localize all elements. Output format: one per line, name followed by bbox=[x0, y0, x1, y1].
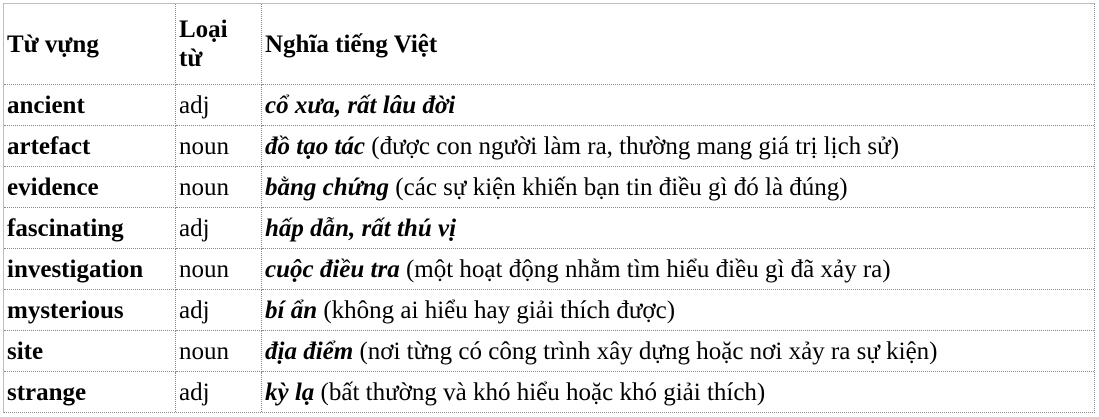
cell-meaning bbox=[262, 85, 1094, 126]
meaning-main: đồ tạo tác bbox=[265, 132, 365, 160]
meaning-note: (một hoạt động nhằm tìm hiểu điều gì đã xảy ra) bbox=[399, 255, 891, 283]
table-header-row bbox=[4, 4, 1094, 85]
cell-word: site bbox=[4, 331, 176, 372]
meaning-note: (được con người làm ra, thường mang giá trị lịch sử) bbox=[365, 132, 900, 160]
cell-pos: adj bbox=[176, 372, 262, 412]
meaning-note: (bất thường và khó hiểu hoặc khó giải thích) bbox=[314, 378, 766, 406]
cell-meaning bbox=[262, 249, 1094, 290]
meaning-main: cổ xưa, rất lâu đời bbox=[265, 91, 456, 119]
cell-meaning bbox=[262, 126, 1094, 167]
table-row bbox=[4, 85, 1094, 126]
meaning-main: địa điểm bbox=[265, 337, 354, 365]
meaning-main: bằng chứng bbox=[265, 173, 390, 201]
meaning-note: (không ai hiểu hay giải thích được) bbox=[317, 296, 676, 324]
meaning-main: cuộc điều tra bbox=[265, 255, 400, 283]
table-row bbox=[4, 372, 1094, 412]
table-row bbox=[4, 331, 1094, 372]
cell-pos: noun bbox=[176, 331, 262, 372]
cell-meaning bbox=[262, 372, 1094, 412]
cell-pos: adj bbox=[176, 208, 262, 249]
cell-word: strange bbox=[4, 372, 176, 412]
cell-pos: noun bbox=[176, 126, 262, 167]
table-row bbox=[4, 208, 1094, 249]
vocabulary-table bbox=[3, 3, 1095, 413]
cell-pos: noun bbox=[176, 167, 262, 208]
cell-meaning bbox=[262, 208, 1094, 249]
cell-meaning bbox=[262, 290, 1094, 331]
cell-word: artefact bbox=[4, 126, 176, 167]
cell-pos: adj bbox=[176, 85, 262, 126]
cell-meaning bbox=[262, 331, 1094, 372]
header-pos-line1: Loại bbox=[179, 16, 228, 43]
table-row bbox=[4, 290, 1094, 331]
cell-meaning bbox=[262, 167, 1094, 208]
header-meaning: Nghĩa tiếng Việt bbox=[262, 4, 1094, 85]
meaning-main: kỳ lạ bbox=[265, 378, 315, 406]
header-pos-line2: từ bbox=[179, 45, 203, 72]
cell-word: mysterious bbox=[4, 290, 176, 331]
table-row bbox=[4, 167, 1094, 208]
meaning-note: (các sự kiện khiến bạn tin điều gì đó là đúng) bbox=[389, 173, 848, 201]
cell-word: evidence bbox=[4, 167, 176, 208]
header-part-of-speech bbox=[176, 4, 262, 85]
cell-word: investigation bbox=[4, 249, 176, 290]
table-row bbox=[4, 126, 1094, 167]
header-word: Từ vựng bbox=[4, 4, 176, 85]
meaning-note: (nơi từng có công trình xây dựng hoặc nơi xảy ra sự kiện) bbox=[353, 337, 938, 365]
meaning-main: hấp dẫn, rất thú vị bbox=[265, 214, 457, 242]
cell-word: ancient bbox=[4, 85, 176, 126]
cell-pos: noun bbox=[176, 249, 262, 290]
table-row bbox=[4, 249, 1094, 290]
cell-pos: adj bbox=[176, 290, 262, 331]
meaning-main: bí ẩn bbox=[265, 296, 318, 324]
cell-word: fascinating bbox=[4, 208, 176, 249]
